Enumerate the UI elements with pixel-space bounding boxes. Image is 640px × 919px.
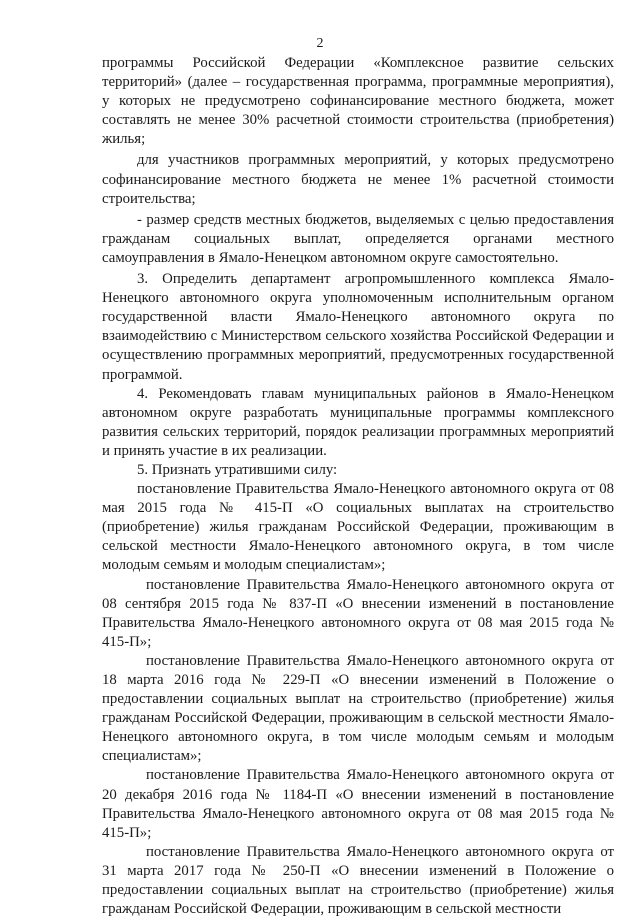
paragraph-repealed-415p: постановление Правительства Ямало-Ненецкого автономного округа от 08 мая 2015 года № 415-П «О социальных выплатах на строительство (приобретение) жилья гражданам Российской Федерации, проживающим в сельской местности Ямало-Ненецкого автономного округа, в том числе молодым семьям и молодым специалистам»; xyxy=(102,481,614,574)
paragraph-cofinancing-local: для участников программных мероприятий, у которых предусмотрено софинансирование местного бюджета не менее 1% расчетной стоимости строительства; xyxy=(102,152,614,207)
paragraph-repealed-250p: постановление Правительства Ямало-Ненецкого автономного округа от 31 марта 2017 года № 250-П «О внесении изменений в Положение о предоставлении социальных выплат на строительство (приобретение) жилья гражданам Российской Федерации, проживающим в сельской местности xyxy=(102,843,614,918)
paragraph-item-3: 3. Определить департамент агропромышленного комплекса Ямало-Ненецкого автономного округа уполномоченным исполнительным органом государственной власти Ямало-Ненецкого автономного округа по взаимодействию с Министерством сельского хозяйства Российской Федерации и осуществлению программных мероприятий, предусмотренных государственной программой. xyxy=(102,271,614,383)
paragraph-item-5: 5. Признать утратившими силу: xyxy=(137,461,338,478)
paragraph-repealed-1184p: постановление Правительства Ямало-Ненецкого автономного округа от 20 декабря 2016 года № 1184-П «О внесении изменений в постановление Правительства Ямало-Ненецкого автономного округа от 08 мая 2015 года № 415-П»; xyxy=(102,767,614,841)
paragraph-repealed-837p: постановление Правительства Ямало-Ненецкого автономного округа от 08 сентября 2015 года № 837-П «О внесении изменений в постановление Правительства Ямало-Ненецкого автономного округа от 08 мая 2015 года № 415-П»; xyxy=(102,576,614,650)
document-body xyxy=(102,54,614,919)
paragraph-item-4: 4. Рекомендовать главам муниципальных районов в Ямало-Ненецком автономном округе разработать муниципальные программы комплексного развития сельских территорий, порядок реализации программных мероприятий и принять участие в их реализации. xyxy=(102,385,614,459)
page-number: 2 xyxy=(316,36,324,51)
paragraph-cofinancing-none: программы Российской Федерации «Комплексное развитие сельских территорий» (далее – государственная программа, программные мероприятия), у которых не предусмотрено софинансирование местного бюджета, может составлять не менее 30% расчетной стоимости строительства (приобретения) жилья; xyxy=(102,55,614,148)
paragraph-local-budget-size: - размер средств местных бюджетов, выделяемых с целью предоставления гражданам социальных выплат, определяется органами местного самоуправления в Ямало-Ненецком автономном округе самостоятельно. xyxy=(102,211,614,266)
paragraph-repealed-229p: постановление Правительства Ямало-Ненецкого автономного округа от 18 марта 2016 года № 229-П «О внесении изменений в Положение о предоставлении социальных выплат на строительство (приобретение) жилья гражданам Российской Федерации, проживающим в сельской местности Ямало-Ненецкого автономного округа, в том числе молодым семьям и молодым специалистам»; xyxy=(102,652,614,765)
